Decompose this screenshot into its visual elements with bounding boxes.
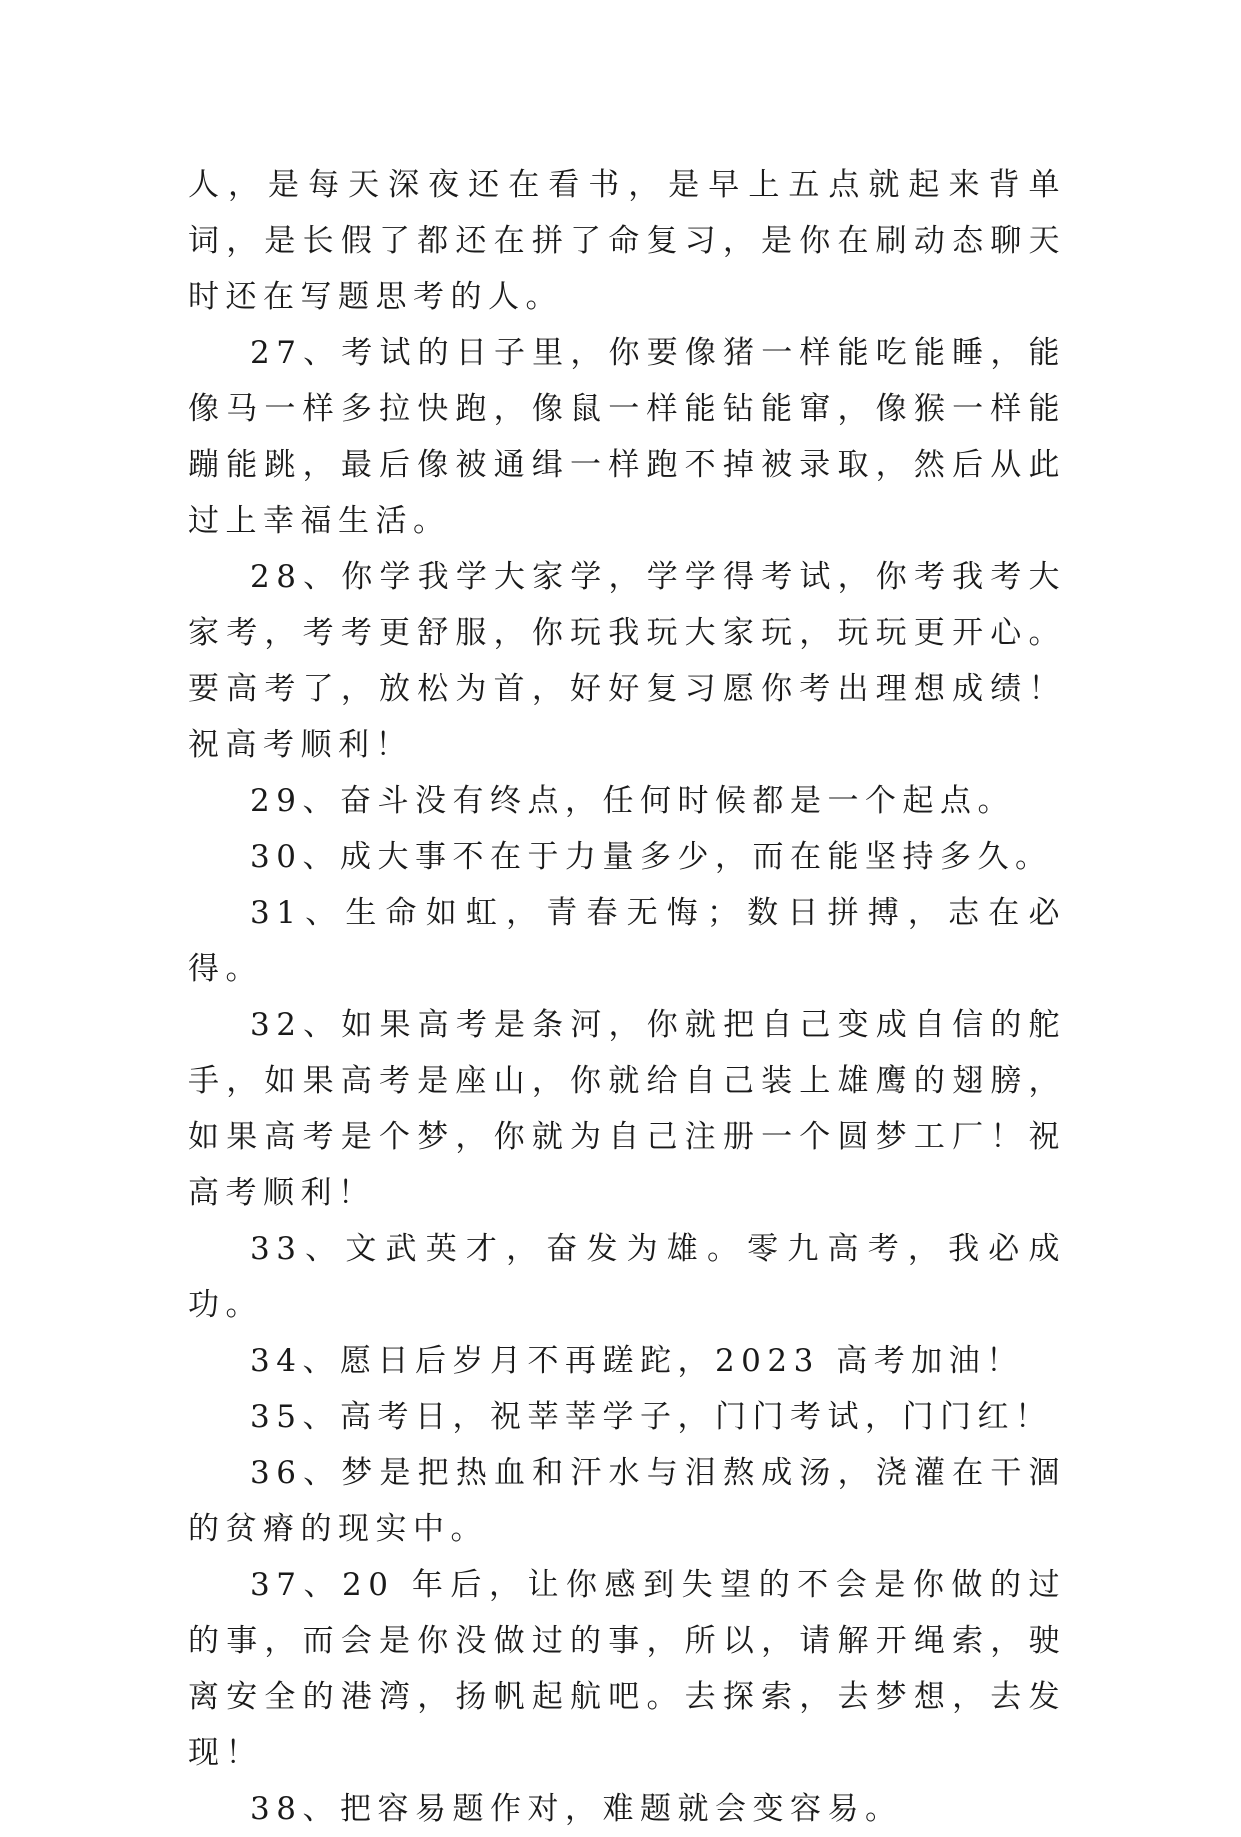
paragraph-35: 35、高考日，祝莘莘学子，门门考试，门门红！ (250, 1399, 1053, 1435)
paragraph-29: 29、奋斗没有终点，任何时候都是一个起点。 (250, 783, 1015, 819)
paragraph-27: 27、考试的日子里，你要像猪一样能吃能睡，能像马一样多拉快跑，像鼠一样能钻能窜，像猴一样能蹦能跳，最后像被通缉一样跑不掉被录取，然后从此过上幸福生活。 (188, 335, 1066, 539)
paragraph-34: 34、愿日后岁月不再蹉跎，2023 高考加油！ (250, 1343, 1024, 1379)
paragraph-37: 37、20 年后，让你感到失望的不会是你做的过的事，而会是你没做过的事，所以，请解开绳索，驶离安全的港湾，扬帆起航吧。去探索，去梦想，去发现！ (188, 1567, 1066, 1771)
paragraph-33: 33、文武英才，奋发为雄。零九高考，我必成功。 (188, 1231, 1066, 1323)
paragraph-32: 32、如果高考是条河，你就把自己变成自信的舵手，如果高考是座山，你就给自己装上雄鹰的翅膀，如果高考是个梦，你就为自己注册一个圆梦工厂！祝高考顺利！ (188, 1007, 1066, 1211)
paragraph-36: 36、梦是把热血和汗水与泪熬成汤，浇灌在干涸的贫瘠的现实中。 (188, 1455, 1066, 1547)
paragraph-28: 28、你学我学大家学，学学得考试，你考我考大家考，考考更舒服，你玩我玩大家玩，玩玩更开心。要高考了，放松为首，好好复习愿你考出理想成绩！祝高考顺利！ (188, 559, 1066, 763)
paragraph-continued: 人，是每天深夜还在看书，是早上五点就起来背单词，是长假了都还在拼了命复习，是你在刷动态聊天时还在写题思考的人。 (188, 167, 1066, 315)
paragraph-30: 30、成大事不在于力量多少，而在能坚持多久。 (250, 839, 1053, 875)
paragraph-31: 31、生命如虹，青春无悔；数日拼搏，志在必得。 (188, 895, 1066, 987)
paragraph-38: 38、把容易题作对，难题就会变容易。 (250, 1791, 903, 1827)
document-body (188, 157, 1066, 1837)
